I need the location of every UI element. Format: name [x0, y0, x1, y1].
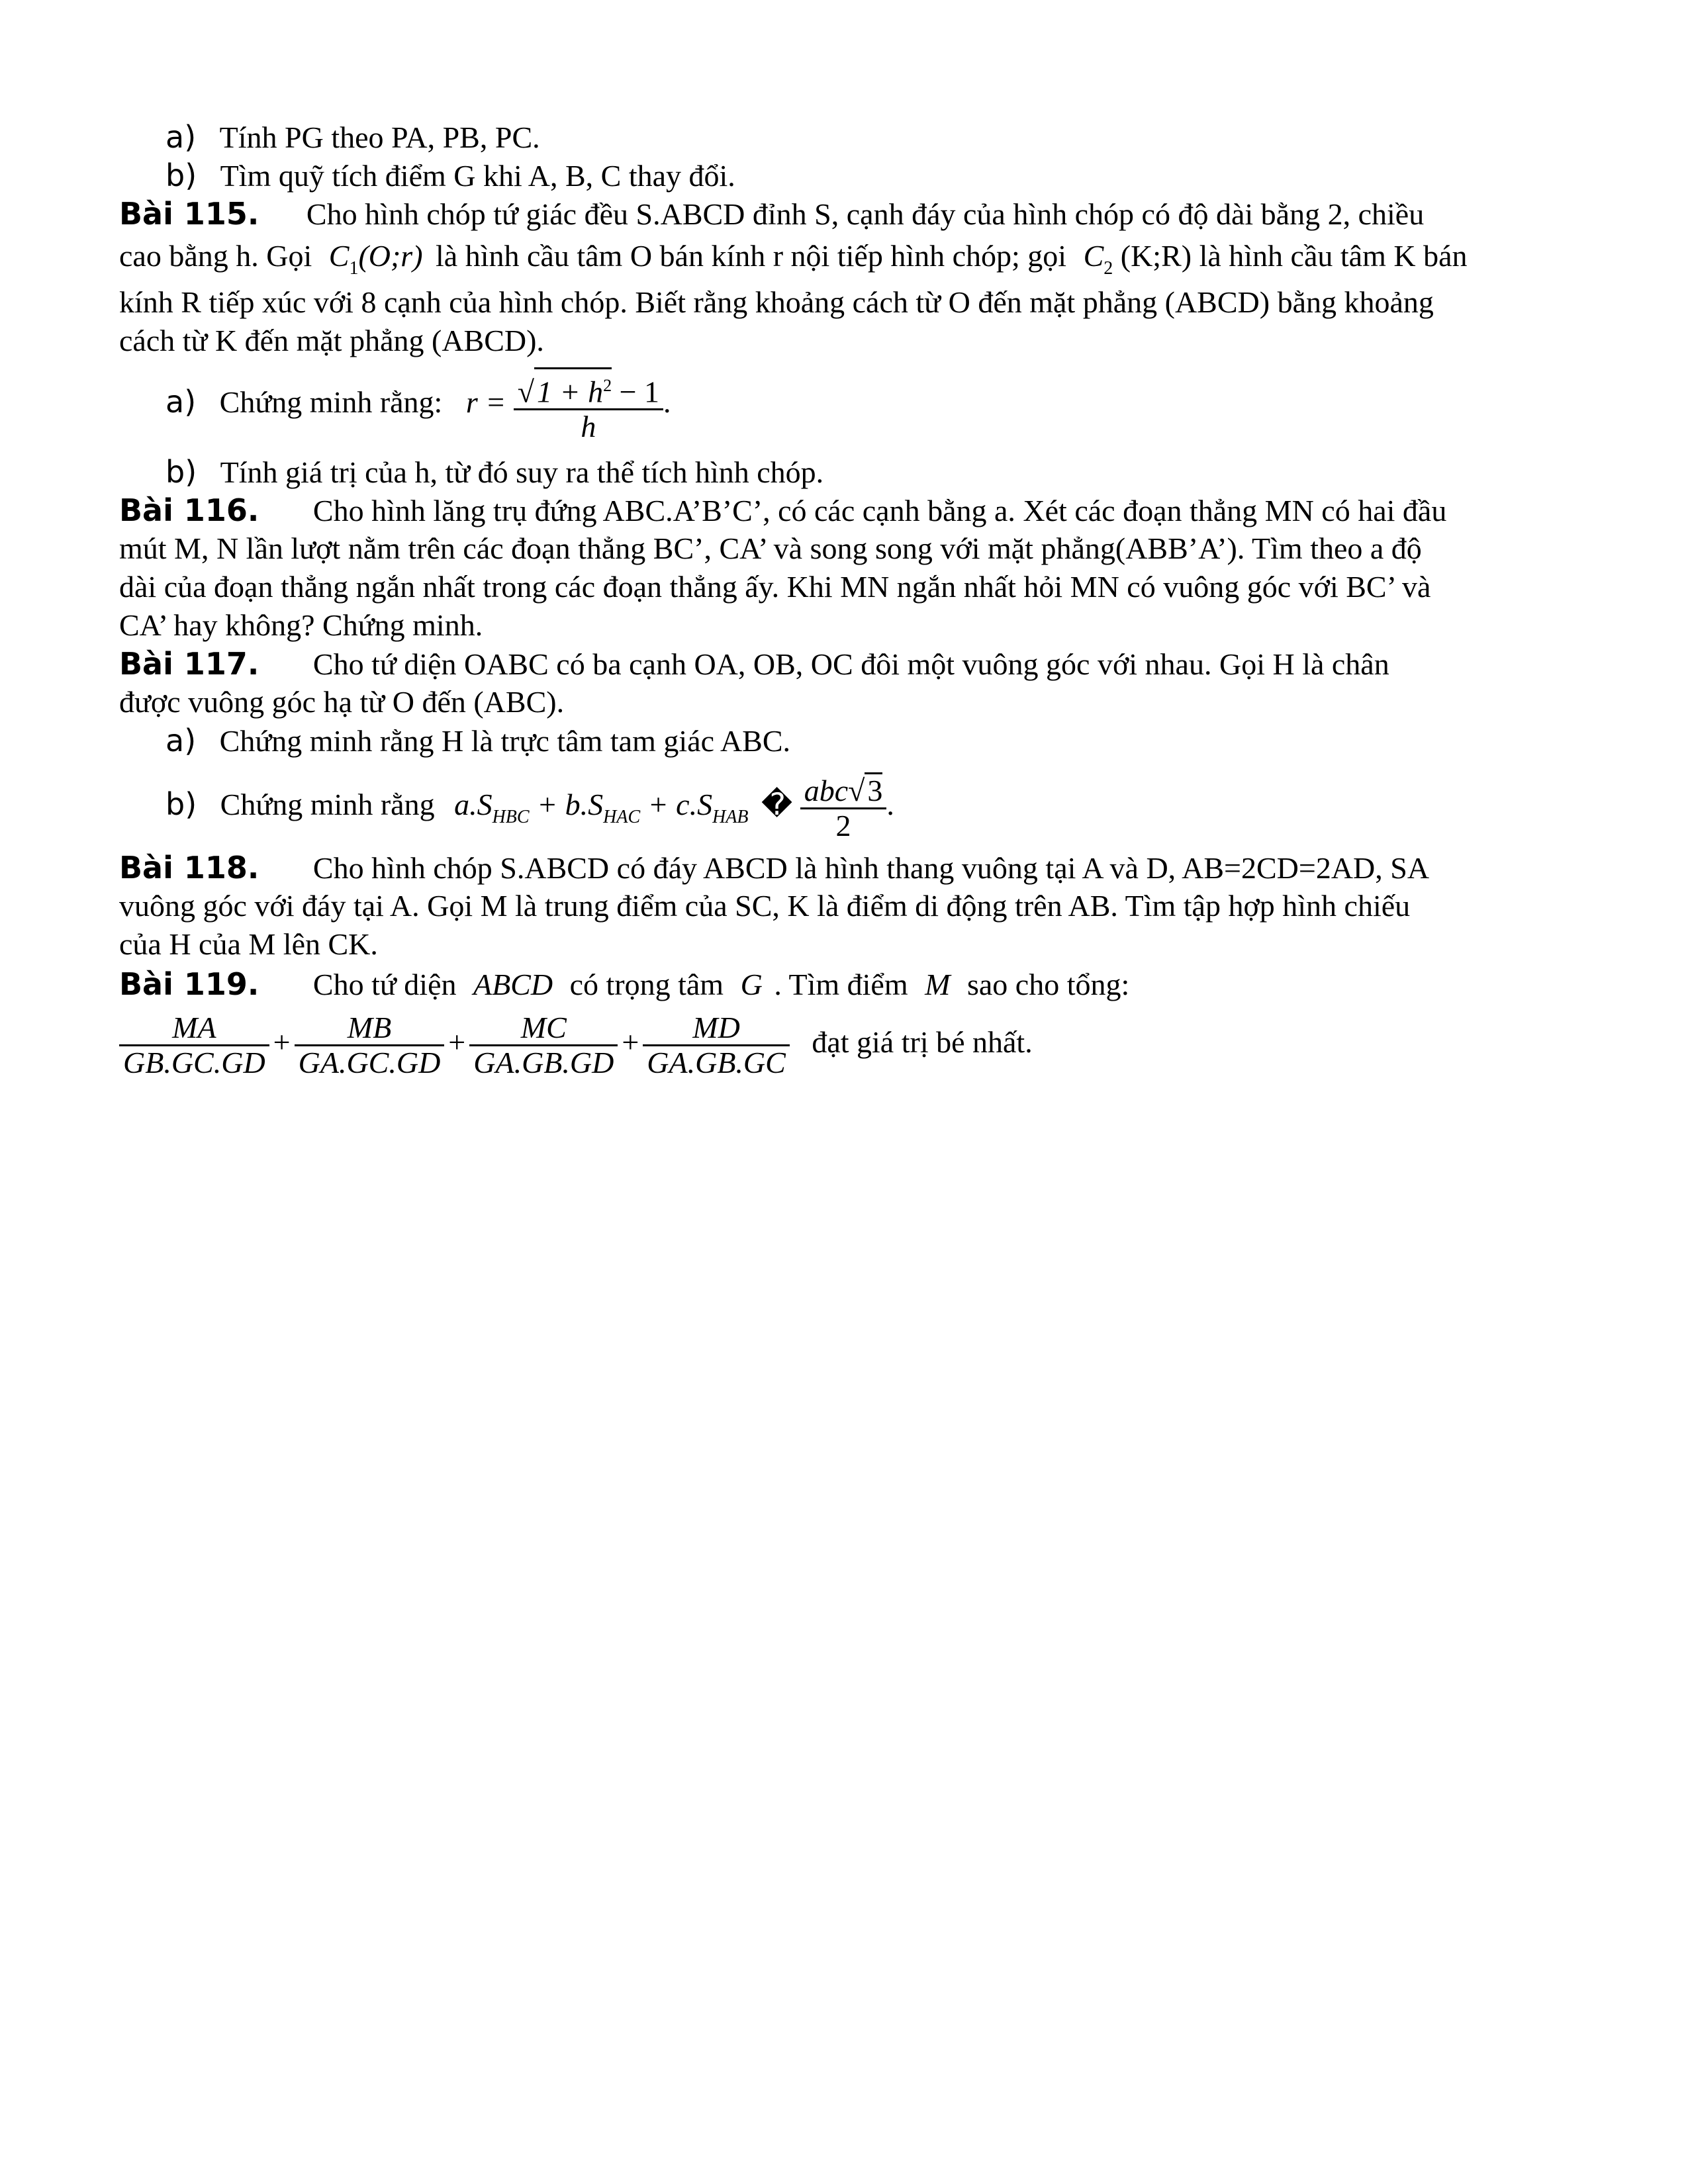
fraction-numerator: $√1 + h^2 - 1$ — [514, 367, 663, 408]
problem-text: Cho hình lăng trụ đứng ABC.A’B’C’, có các cạnh bằng a. Xét các đoạn thẳng MN có hai đầu — [312, 494, 1447, 527]
bai118-line3 — [119, 925, 378, 964]
bai116-line1 — [119, 491, 1446, 530]
item-text: Tìm quỹ tích điểm G khi A, B, C thay đổi. — [220, 159, 735, 193]
problem-text: . Tìm điểm — [774, 968, 908, 1001]
math-r-eq: r = — [465, 385, 506, 419]
problem-title: Bài 115. — [119, 196, 259, 232]
fraction-mc: $\frac{MC}{GA.GB.GD}$ — [469, 1011, 618, 1079]
math-m: M — [925, 968, 951, 1001]
item-label: b) — [165, 786, 197, 822]
fraction-denominator: 2 — [800, 807, 887, 842]
item-a-top — [165, 118, 540, 157]
fraction-mb: $\frac{MB}{GA.GC.GD}$ — [295, 1011, 445, 1079]
bai117-line1 — [119, 645, 1389, 684]
problem-title: Bài 116. — [119, 492, 259, 528]
item-text: Tính giá trị của h, từ đó suy ra thể tích hình chóp. — [220, 455, 824, 489]
bai115-line1 — [119, 195, 1424, 234]
math-sum: $a.S_{HBC} + b.S_{HAC} + c.S_{HAB}$ — [454, 788, 749, 827]
problem-title: Bài 119. — [119, 966, 259, 1002]
item-text: Chứng minh rằng: — [219, 385, 443, 419]
bai115-line2 — [119, 237, 1468, 288]
bai116-line2 — [119, 529, 1422, 568]
item-label: b) — [165, 454, 197, 490]
item-label: b) — [165, 158, 197, 193]
problem-title: Bài 118. — [119, 850, 259, 886]
problem-title: Bài 117. — [119, 646, 259, 682]
problem-text: có trọng tâm — [569, 968, 724, 1001]
math-abcd: ABCD — [473, 968, 553, 1001]
item-b-top — [165, 156, 735, 195]
item-text: Tính PG theo PA, PB, PC. — [219, 120, 540, 154]
math-g: G — [740, 968, 763, 1001]
bai117-line2 — [119, 683, 564, 721]
problem-text: Cho tứ diện OABC có ba cạnh OA, OB, OC đôi một vuông góc với nhau. Gọi H là chân — [312, 647, 1389, 681]
bai118-line2 — [119, 887, 1410, 925]
math-fraction-abc — [800, 772, 887, 842]
problem-text: đạt giá trị bé nhất. — [812, 1025, 1033, 1059]
problem-text: cách từ K đến mặt phẳng (ABCD). — [119, 324, 544, 357]
period: . — [663, 385, 671, 419]
problem-text: cao bằng h. Gọi — [119, 239, 312, 273]
problem-text: Cho hình chóp tứ giác đều S.ABCD đỉnh S, cạnh đáy của hình chóp có độ dài bằng 2, chiều — [306, 197, 1425, 231]
problem-text: sao cho tổng: — [966, 968, 1130, 1001]
problem-text: được vuông góc hạ từ O đến (ABC). — [119, 685, 565, 719]
bai117-item-a — [165, 721, 790, 760]
problem-text: dài của đoạn thẳng ngắn nhất trong các đoạn thẳng ấy. Khi MN ngắn nhất hỏi MN có vuông góc với BC’ và — [119, 570, 1431, 604]
fraction-numerator: abc√3 — [804, 774, 883, 808]
problem-text: vuông góc với đáy tại A. Gọi M là trung điểm của SC, K là điểm di động trên AB. Tìm tập hợp hình chiếu — [119, 889, 1411, 923]
math-fraction-r — [514, 367, 663, 443]
plus-sign: + — [622, 1025, 639, 1059]
fraction-ma: $\frac{MA}{GB.GC.GD}$ — [119, 1011, 269, 1079]
bai118-line1 — [119, 848, 1429, 887]
bai119-sum — [119, 1006, 1033, 1079]
bai115-item-a — [165, 365, 671, 443]
math-c2: $C_2$ — [1083, 239, 1113, 279]
bai115-item-b — [165, 453, 823, 492]
bai115-line4 — [119, 322, 544, 360]
plus-sign: + — [273, 1025, 291, 1059]
bai115-line3 — [119, 283, 1434, 322]
math-c1: $C_1(O;r)$ — [328, 239, 423, 279]
problem-text: Cho tứ diện — [312, 968, 457, 1001]
bai116-line3 — [119, 568, 1430, 606]
item-label: a) — [165, 384, 197, 420]
problem-text: CA’ hay không? Chứng minh. — [119, 608, 483, 642]
item-text: Chứng minh rằng — [220, 788, 435, 821]
item-label: a) — [165, 723, 197, 758]
problem-text: là hình cầu tâm O bán kính r nội tiếp hình chóp; gọi — [436, 239, 1067, 273]
bai119-line1 — [119, 965, 1129, 1004]
bai116-line4 — [119, 606, 483, 645]
problem-text: của H của M lên CK. — [119, 927, 378, 961]
item-text: Chứng minh rằng H là trực tâm tam giác ABC. — [219, 724, 791, 758]
problem-text: kính R tiếp xúc với 8 cạnh của hình chóp. Biết rằng khoảng cách từ O đến mặt phẳng (ABCD) bằng khoảng — [119, 285, 1434, 319]
period: . — [886, 788, 894, 821]
bai117-item-b — [165, 768, 894, 854]
problem-text: (K;R) là hình cầu tâm K bán — [1120, 239, 1468, 273]
fraction-md: $\frac{MD}{GA.GB.GC}$ — [643, 1011, 790, 1079]
math-relation: � — [761, 788, 793, 821]
fraction-denominator: h — [514, 408, 663, 443]
plus-sign: + — [448, 1025, 466, 1059]
problem-text: mút M, N lần lượt nằm trên các đoạn thẳng BC’, CA’ và song song với mặt phẳng(ABB’A’). Tìm theo a độ — [119, 531, 1422, 565]
problem-text: Cho hình chóp S.ABCD có đáy ABCD là hình thang vuông tại A và D, AB=2CD=2AD, SA — [312, 851, 1430, 885]
item-label: a) — [165, 119, 197, 155]
